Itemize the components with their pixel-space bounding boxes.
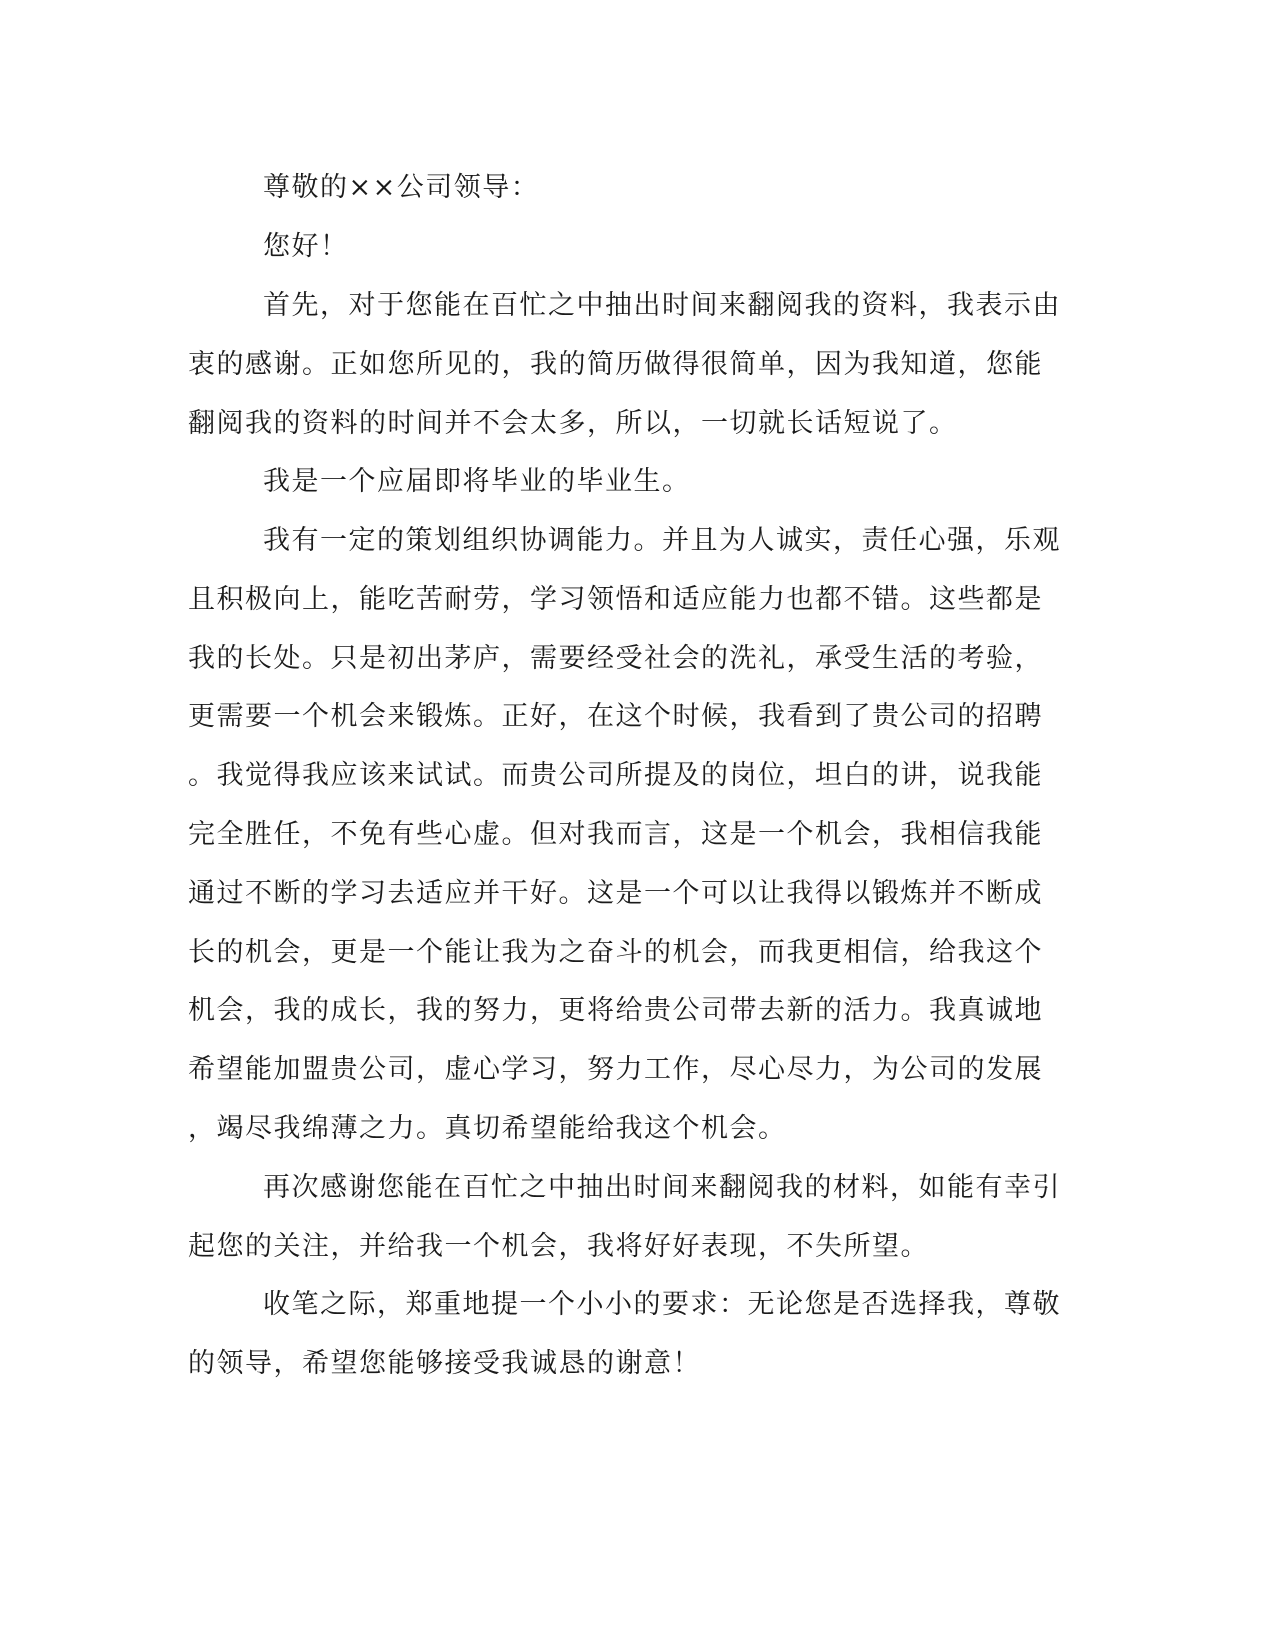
paragraph-4-line-1: 再次感谢您能在百忙之中抽出时间来翻阅我的材料，如能有幸引: [263, 1172, 1061, 1203]
paragraph-3-line-2: 且积极向上，能吃苦耐劳，学习领悟和适应能力也都不错。这些都是: [188, 584, 1043, 615]
paragraph-2-line-1: 我是一个应届即将毕业的毕业生。: [263, 466, 691, 497]
paragraph-5-line-1: 收笔之际，郑重地提一个小小的要求：无论您是否选择我，尊敬: [263, 1289, 1061, 1320]
paragraph-3-line-8: 长的机会，更是一个能让我为之奋斗的机会，而我更相信，给我这个: [188, 937, 1043, 968]
paragraph-3-line-3: 我的长处。只是初出茅庐，需要经受社会的洗礼，承受生活的考验，: [188, 643, 1043, 674]
paragraph-5-line-2: 的领导，希望您能够接受我诚恳的谢意！: [188, 1348, 701, 1379]
paragraph-3-line-6: 完全胜任，不免有些心虚。但对我而言，这是一个机会，我相信我能: [188, 819, 1043, 850]
paragraph-1-line-3: 翻阅我的资料的时间并不会太多，所以，一切就长话短说了。: [188, 408, 958, 439]
salutation: 尊敬的××公司领导：: [263, 172, 540, 203]
paragraph-1-line-2: 衷的感谢。正如您所见的，我的简历做得很简单，因为我知道，您能: [188, 349, 1043, 380]
paragraph-3-line-1: 我有一定的策划组织协调能力。并且为人诚实，责任心强，乐观: [263, 525, 1061, 556]
paragraph-3-line-5: 。我觉得我应该来试试。而贵公司所提及的岗位，坦白的讲，说我能: [188, 760, 1043, 791]
paragraph-3-line-9: 机会，我的成长，我的努力，更将给贵公司带去新的活力。我真诚地: [188, 995, 1043, 1026]
paragraph-3-line-4: 更需要一个机会来锻炼。正好，在这个时候，我看到了贵公司的招聘: [188, 701, 1043, 732]
paragraph-3-line-10: 希望能加盟贵公司，虚心学习，努力工作，尽心尽力，为公司的发展: [188, 1054, 1043, 1085]
paragraph-4-line-2: 起您的关注，并给我一个机会，我将好好表现，不失所望。: [188, 1231, 929, 1262]
paragraph-3-line-7: 通过不断的学习去适应并干好。这是一个可以让我得以锻炼并不断成: [188, 878, 1043, 909]
paragraph-1-line-1: 首先，对于您能在百忙之中抽出时间来翻阅我的资料，我表示由: [263, 290, 1061, 321]
greeting: 您好！: [263, 231, 349, 262]
paragraph-3-line-11: ，竭尽我绵薄之力。真切希望能给我这个机会。: [188, 1113, 787, 1144]
